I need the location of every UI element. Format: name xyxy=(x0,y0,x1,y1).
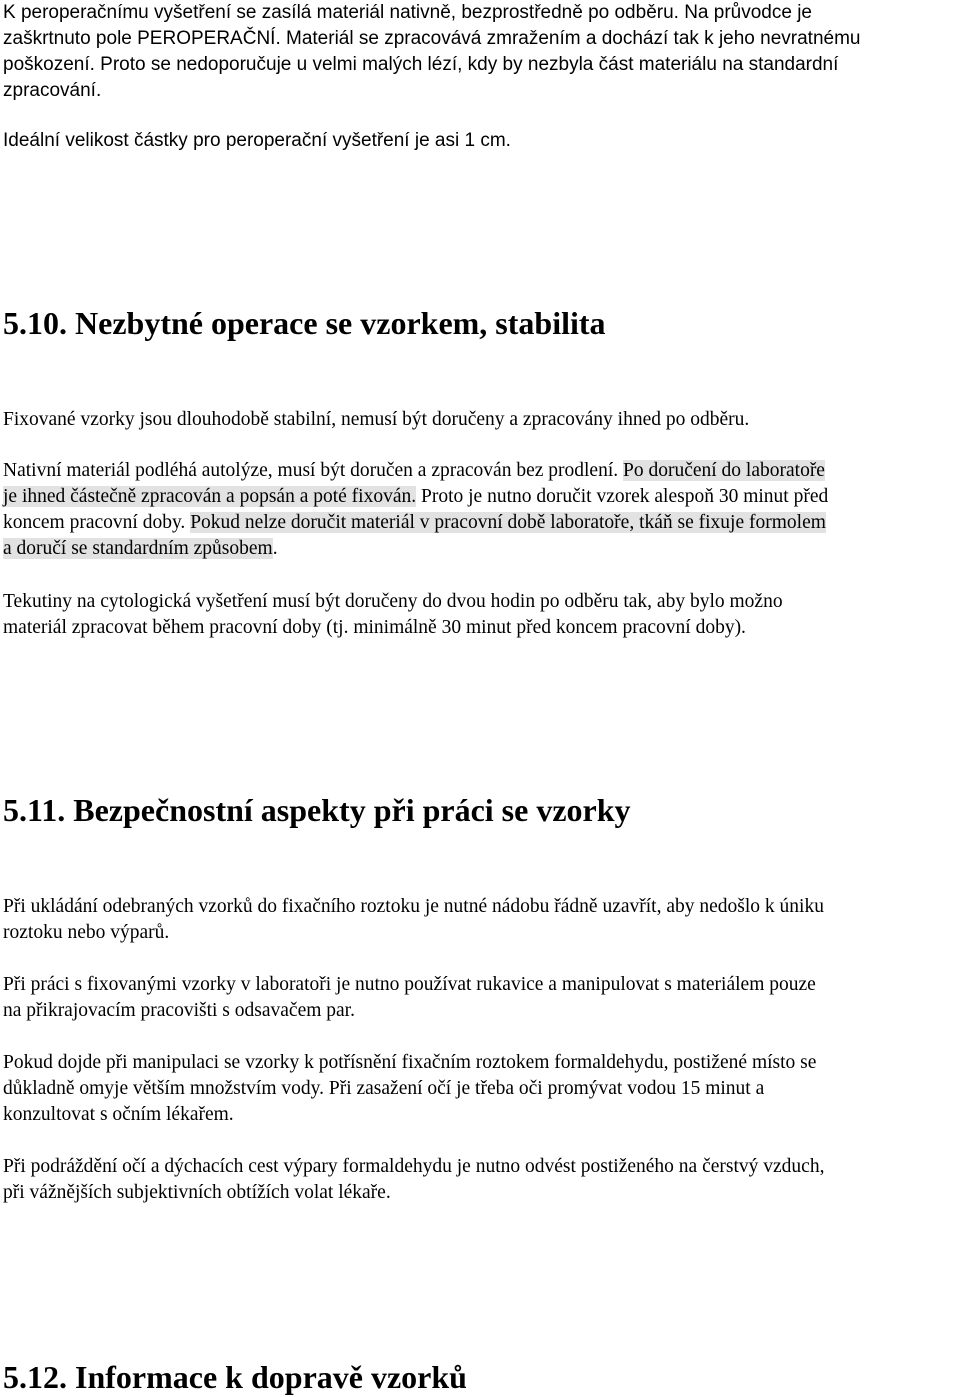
text-fragment: koncem pracovní doby. xyxy=(3,512,191,533)
text-line: roztoku nebo výparů. xyxy=(3,922,170,943)
text-line: poškození. Proto se nedoporučuje u velmi malých lézí, kdy by nezbyla část materiálu na standardní xyxy=(3,54,839,75)
paragraph-formaldehyde-spill xyxy=(3,1050,958,1128)
paragraph-cytology-fluids xyxy=(3,589,958,641)
text-fragment: Proto je nutno doručit vzorek alespoň 30 minut před xyxy=(416,486,829,507)
text-line: materiál zpracovat během pracovní doby (tj. minimálně 30 minut před koncem pracovní doby). xyxy=(3,617,746,638)
text-fragment: Nativní materiál podléhá autolýze, musí být doručen a zpracován bez prodlení. xyxy=(3,460,623,481)
paragraph-storing-samples xyxy=(3,894,958,946)
text-line xyxy=(3,458,958,484)
text-line: při vážnějších subjektivních obtížích volat lékaře. xyxy=(3,1182,391,1203)
highlighted-text: Po doručení do laboratoře xyxy=(622,460,825,481)
text-line: K peroperačnímu vyšetření se zasílá materiál nativně, bezprostředně po odběru. Na průvodce je xyxy=(3,2,813,23)
intro-paragraph xyxy=(3,0,958,104)
section-heading-5-10: 5.10. Nezbytné operace se vzorkem, stabilita xyxy=(3,305,606,341)
text-line xyxy=(3,536,958,562)
text-fragment: . xyxy=(272,538,278,559)
paragraph-irritation xyxy=(3,1154,958,1206)
intro-size-note xyxy=(3,128,958,154)
section-heading-5-11: 5.11. Bezpečnostní aspekty při práci se vzorky xyxy=(3,792,631,828)
text-line: konzultovat s očním lékařem. xyxy=(3,1104,234,1125)
paragraph-native-material xyxy=(3,458,958,562)
highlighted-text: je ihned částečně zpracován a popsán a poté fixován. xyxy=(3,486,417,507)
text-line: Tekutiny na cytologická vyšetření musí být doručeny do dvou hodin po odběru tak, aby bylo možno xyxy=(3,591,783,612)
text-line: zaškrtnuto pole PEROPERAČNÍ. Materiál se zpracovává zmražením a dochází tak k jeho nevratnému xyxy=(3,28,861,49)
text-line: Při práci s fixovanými vzorky v laboratoři je nutno používat rukavice a manipulovat s materiálem pouze xyxy=(3,974,816,995)
text-line: Při podráždění očí a dýchacích cest výpary formaldehydu je nutno odvést postiženého na čerstvý vzduch, xyxy=(3,1156,825,1177)
text-line: na přikrajovacím pracovišti s odsavačem par. xyxy=(3,1000,355,1021)
highlighted-text: a doručí se standardním způsobem xyxy=(3,538,273,559)
highlighted-text: Pokud nelze doručit materiál v pracovní době laboratoře, tkáň se fixuje formolem xyxy=(190,512,826,533)
text-line: Pokud dojde při manipulaci se vzorky k potřísnění fixačním roztokem formaldehydu, postižené místo se xyxy=(3,1052,817,1073)
section-heading-5-12: 5.12. Informace k dopravě vzorků xyxy=(3,1359,467,1395)
text-line: zpracování. xyxy=(3,80,102,101)
text-line xyxy=(3,484,958,510)
text-line xyxy=(3,510,958,536)
text-line: důkladně omyje větším množstvím vody. Při zasažení očí je třeba oči promývat vodou 15 minut a xyxy=(3,1078,765,1099)
text-line: Ideální velikost částky pro peroperační vyšetření je asi 1 cm. xyxy=(3,130,511,151)
paragraph-fixed-samples xyxy=(3,407,958,433)
text-line: Fixované vzorky jsou dlouhodobě stabilní, nemusí být doručeny a zpracovány ihned po odběru. xyxy=(3,409,750,430)
paragraph-lab-handling xyxy=(3,972,958,1024)
text-line: Při ukládání odebraných vzorků do fixačního roztoku je nutné nádobu řádně uzavřít, aby nedošlo k úniku xyxy=(3,896,824,917)
